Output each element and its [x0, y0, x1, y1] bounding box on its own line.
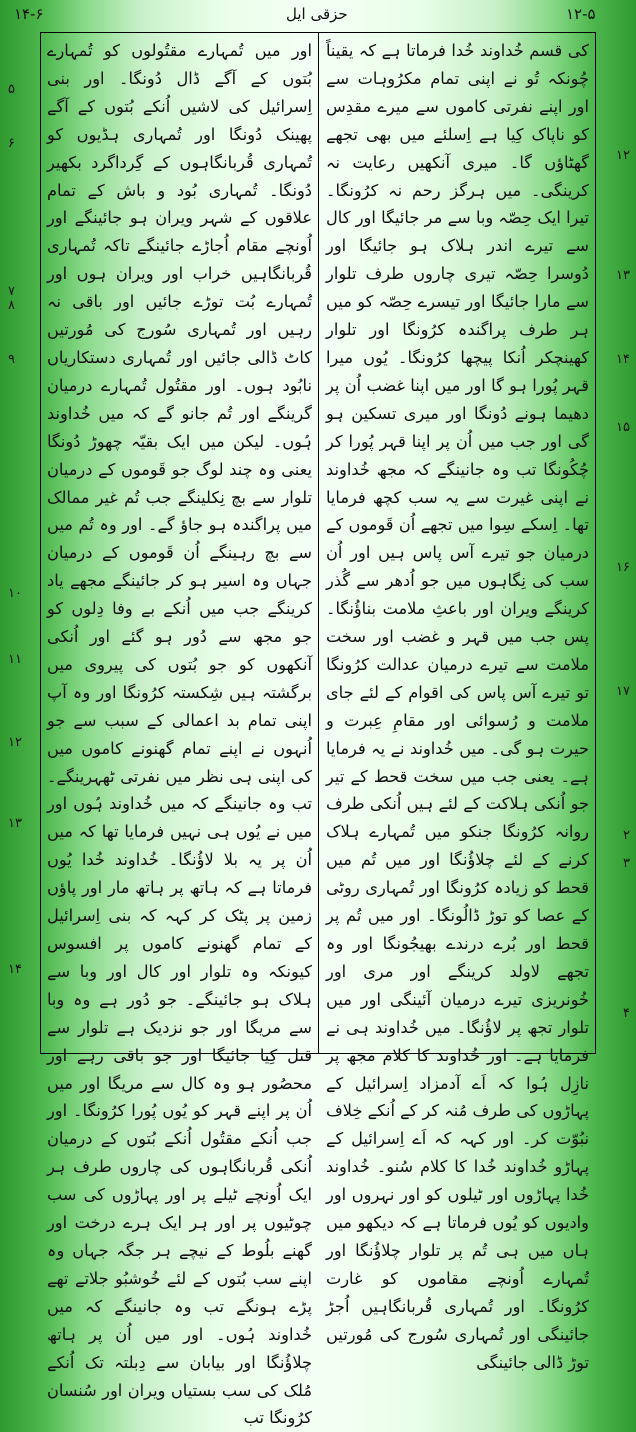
left-column-text: اور میں تُمہارے مقتُولوں کو تُمہارے بُتوں کے آگے ڈال دُونگا۔ اور بنی اِسرائیل کی لاشیں اُنکے بُتوں کے آگے پھینک دُونگا اور تُمہاری ہڈیوں کو تُمہاری قُربانگاہوں کے گِرداگرد بکھیر دُونگا۔ تُمہاری بُود و باش کے تمام علاقوں کے شہر ویران ہو جائینگے اور اُونچے مقام اُجاڑے جائینگے تاکہ تُمہاری قُربانگاہیں خراب اور ویران ہوں اور تُمہارے بُت توڑے جائیں اور باقی نہ رہیں اور تُمہاری سُورج کی مُورتیں کاٹ ڈالی جائیں اور تُمہاری دستکاریاں نابُود ہوں۔ اور مقتُول تُمہارے درمیان گرینگے اور تُم جانو گے کہ میں خُداوند ہُوں۔ لیکن میں ایک بقیّہ چھوڑ دُونگا یعنی وہ چند لوگ جو قَوموں کے درمیان تلوار سے بچ نِکلینگے جب تُم غیر ممالک میں پراگندہ ہو جاؤ گے۔ اور وہ تُم میں سے بچ رہینگے اُن قَوموں کے درمیان جہاں وہ اسیر ہو کر جائینگے مجھے یاد کرینگے جب میں اُنکے بے وفا دِلوں کو جو مجھ سے دُور ہو گئے اور اُنکی آنکھوں کو جو بُتوں کی پیروی میں برگشتہ ہیں شِکستہ کرُونگا اور وہ آپ اپنی تمام بد اعمالی کے سبب سے جو اُنہوں نے اپنے تمام گھنونے کاموں میں کی اپنی ہی نظر میں نفرتی ٹھہرینگے۔ تب وہ جانینگے کہ میں خُداوند ہُوں اور میں نے یُوں ہی نہیں فرمایا تھا کہ میں اُن پر یہ بلا لاؤُنگا۔ خُداوند خُدا یُوں فرماتا ہے کہ ہاتھ پر ہاتھ مار اور پاؤں زمین پر پٹک کر کہہ کہ بنی اِسرائیل کے تمام گھنونے کاموں پر افسوس کیونکہ وہ تلوار اور کال اور وبا سے ہلاک ہو جائینگے۔ جو دُور ہے وہ وبا سے مریگا اور جو نزدیک ہے تلوار سے قتل کِیا جائیگا اور جو باقی رہے اور محصُور ہو وہ کال سے مریگا اور میں اُن پر اپنے قہر کو یُوں پُورا کرُونگا۔ اور جب اُنکے مقتُول اُنکے بُتوں کے درمیان اُنکی قُربانگاہوں کی چاروں طرف ہر ایک اُونچے ٹیلے پر اور پہاڑوں کی سب چوٹیوں پر اور ہر ایک ہرے درخت اور گھنے بلُوط کے نیچے ہر جگہ جہاں وہ اپنے سب بُتوں کے لئے خُوشبُو جلاتے تھے پڑے ہونگے تب وہ جانینگے کہ میں خُداوند ہُوں۔ اور میں اُن پر ہاتھ چلاؤُنگا اور بیابان سے دِبلتہ تک اُنکے مُلک کی سب بستیاں ویران اور سُنسان کرُونگا تب — [47, 41, 312, 1428]
verse-number: ۱۴ — [8, 962, 22, 977]
left-text-column — [41, 33, 318, 1428]
chapter-range-left: ۱۴-۶ — [14, 5, 44, 23]
page-header — [0, 0, 636, 30]
right-text-column — [320, 33, 595, 1372]
verse-number: ۱۶ — [616, 560, 630, 575]
verse-number: ۶ — [8, 136, 15, 151]
text-page — [40, 32, 596, 1428]
column-divider — [318, 33, 319, 1053]
verse-number: ۲ — [623, 828, 630, 843]
chapter-range-right: ۱۲-۵ — [566, 5, 596, 23]
verse-number: ۱۷ — [616, 684, 630, 699]
verse-number: ۵ — [8, 82, 15, 97]
verse-number: ۹ — [8, 352, 15, 367]
book-title: حزقی ایل — [286, 5, 348, 23]
verse-number: ۱۰ — [8, 586, 22, 601]
right-column-text: کی قسم خُداوند خُدا فرماتا ہے کہ یقیناً چُونکہ تُو نے اپنی تمام مکرُوہات سے اور اپنے نفرتی کاموں سے میرے مقدِس کو ناپاک کِیا ہے اِسلئے میں بھی تجھے گھٹاؤں گا۔ میری آنکھیں رعایت نہ کرینگی۔ میں ہرگز رحم نہ کرُونگا۔ تیرا ایک حِصّہ وبا سے مر جائیگا اور کال سے تیرے اندر ہلاک ہو جائیگا اور دُوسرا حِصّہ تیری چاروں طرف تلوار سے مارا جائیگا اور تیسرے حِصّہ کو میں ہر طرف پراگندہ کرُونگا اور تلوار کھینچکر اُنکا پیچھا کرُونگا۔ یُوں میرا قہر پُورا ہو گا اور میں اپنا غضب اُن پر دھیما ہونے دُونگا اور میری تسکین ہو گی اور جب میں اُن پر اپنا قہر پُورا کر چُکُونگا تب وہ جانینگے کہ مجھ خُداوند نے اپنی غیرت سے یہ سب کچھ فرمایا تھا۔ اِسکے سِوا میں تجھے اُن قَوموں کے درمیان جو تیرے آس پاس ہیں اور اُن سب کی نِگاہوں میں جو اُدھر سے گُذر کرینگے ویران اور باعثِ ملامت بناؤُنگا۔ پس جب میں قہر و غضب اور سخت ملامت سے تیرے درمیان عدالت کرُونگا تو تیرے آس پاس کی اقوام کے لئے جای ملامت و رُسوائی اور مقامِ عِبرت و حیرت ہو گی۔ میں خُداوند نے یہ فرمایا ہے۔ یعنی جب میں سخت قحط کے تیر جو اُنکی ہلاکت کے لئے ہیں اُنکی طرف روانہ کرُونگا جنکو میں تُمہارے ہلاک کرنے کے لئے چلاؤُنگا اور میں تُم میں قحط کو زیادہ کرُونگا اور تُمہاری روٹی کے عصا کو توڑ ڈالُونگا۔ اور میں تُم پر قحط اور بُرے درندے بھیجُونگا اور وہ تجھے لاولد کرینگے اور مری اور خُونریزی تیرے درمیان آئینگی اور میں تلوار تجھ پر لاؤُنگا۔ میں خُداوند ہی نے فرمایا ہے۔ اور خُداوند کا کلام مجھ پر نازِل ہُوا کہ اَے آدمزاد اِسرائیل کے پہاڑوں کی طرف مُنہ کر کے اُنکے خِلاف نبُوّت کر۔ اور کہہ کہ اَے اِسرائیل کے پہاڑو خُداوند خُدا کا کلام سُنو۔ خُداوند خُدا پہاڑوں اور ٹیلوں کو اور نہروں اور وادیوں کو یُوں فرماتا ہے کہ دیکھو میں ہاں میں ہی تُم پر تلوار چلاؤُنگا اور تُمہارے اُونچے مقاموں کو غارت کرُونگا۔ اور تُمہاری قُربانگاہیں اُجڑ جائینگی اور تُمہاری سُورج کی مُورتیں توڑ ڈالی جائینگی — [326, 41, 589, 1372]
verse-number: ۱۲ — [8, 735, 22, 750]
verse-number: ۱۲ — [616, 148, 630, 163]
verse-number: ۱۱ — [8, 652, 22, 667]
verse-number: ۱۵ — [616, 420, 630, 435]
verse-number: ۸ — [8, 298, 15, 313]
verse-number: ۱۴ — [616, 352, 630, 367]
verse-number: ۱۳ — [8, 816, 22, 831]
verse-number: ۴ — [623, 1006, 630, 1021]
verse-number: ۱۳ — [616, 268, 630, 283]
verse-number: ۳ — [623, 856, 630, 871]
verse-number: ۷ — [8, 284, 15, 299]
